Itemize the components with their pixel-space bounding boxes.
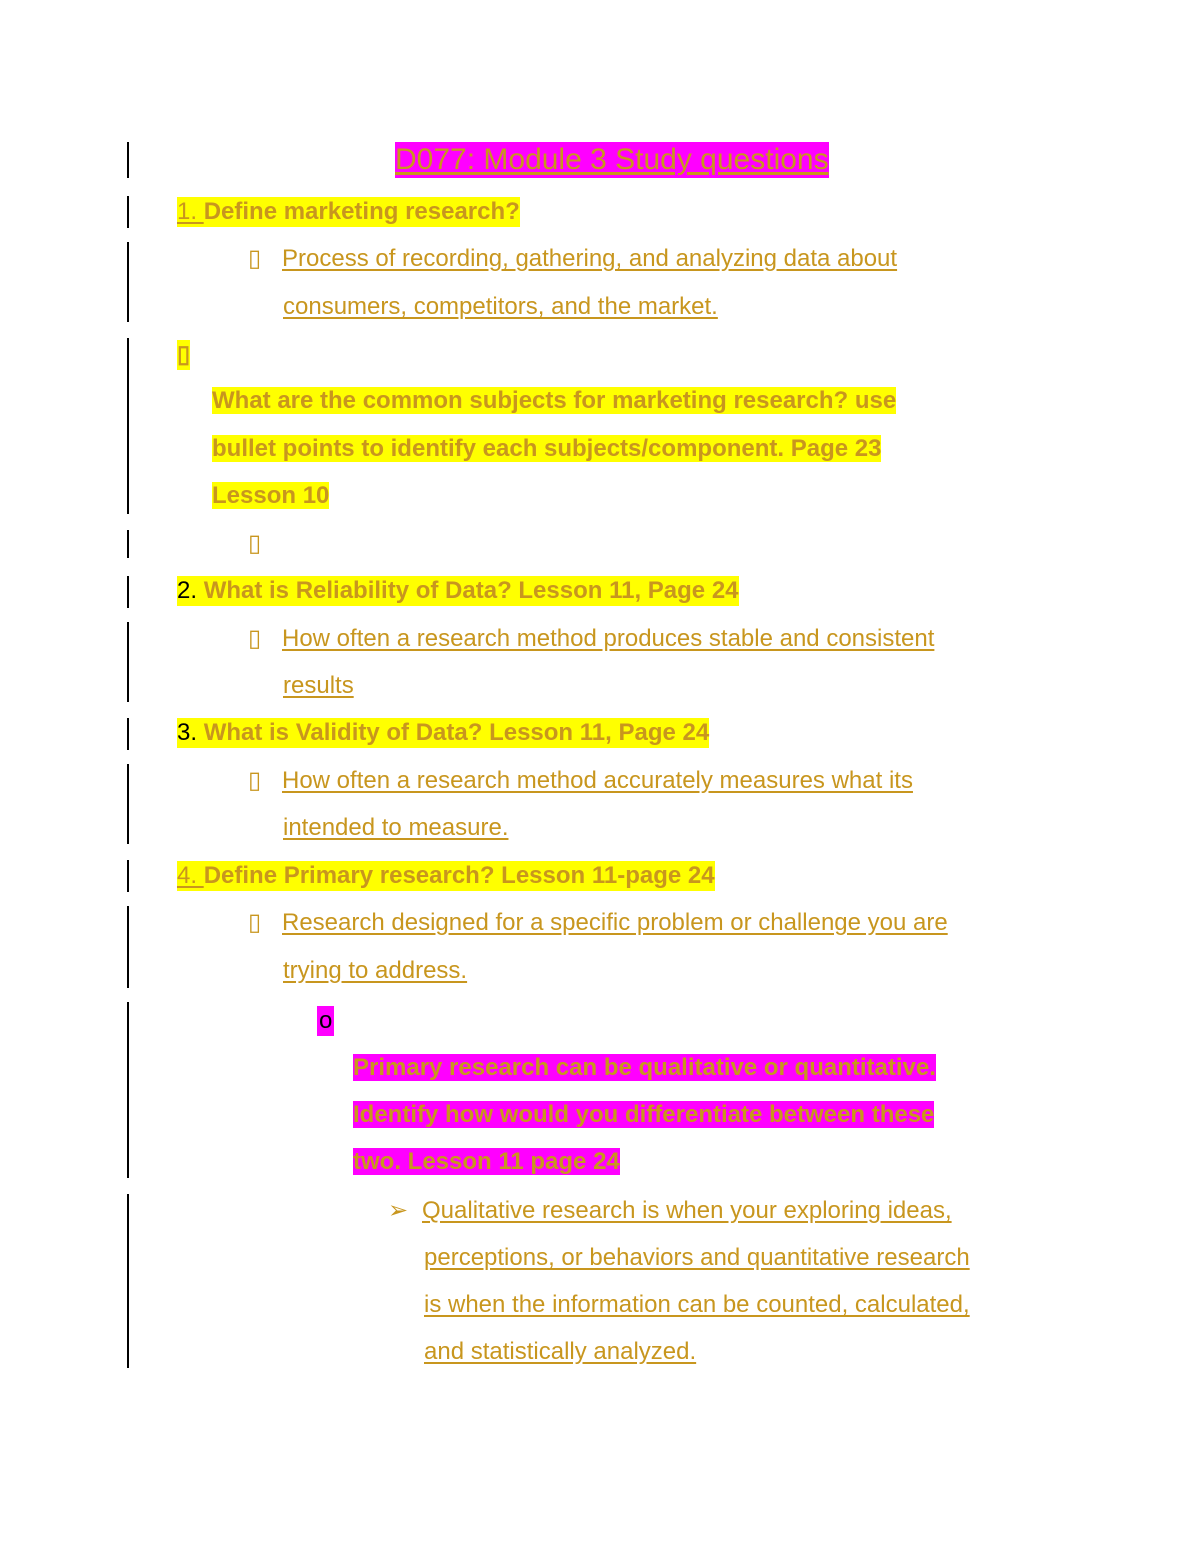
question-text: What is Reliability of Data? Lesson 11, Page 24 [203,577,739,604]
bullet-icon: ▯ [248,625,262,652]
subjects-question-line-2 [212,434,881,464]
answer-text: Process of recording, gathering, and analyzing data about [282,245,898,272]
change-bar [127,1194,129,1368]
answer-1-line-1 [248,244,897,274]
question-2 [177,576,739,606]
change-bar [127,530,129,558]
sub-answer-line-2: perceptions, or behaviors and quantitative research [424,1244,970,1271]
subjects-bullet-icon: ▯ [177,341,191,368]
sub-question-text: Identify how would you differentiate between these [353,1101,935,1128]
question-text: What is Validity of Data? Lesson 11, Page 24 [203,719,710,746]
change-bar [127,196,129,228]
bullet-icon: ▯ [248,767,262,794]
answer-text: How often a research method accurately measures what its [282,767,913,794]
sub-question-line-1 [353,1053,936,1083]
change-bar [127,576,129,608]
sub-question-bullet-icon: o [319,1007,333,1034]
answer-1-line-2: consumers, competitors, and the market. [283,293,718,320]
answer-3-line-2: intended to measure. [283,814,509,841]
subjects-question-text: Lesson 10 [212,482,330,509]
change-bar [127,718,129,750]
subjects-answer-bullet [248,529,282,559]
question-number: 4. [177,862,204,889]
bullet-icon: ▯ [248,909,262,936]
sub-question-text: two. Lesson 11 page 24 [353,1148,620,1175]
sub-question-line-2 [353,1100,934,1130]
sub-answer-line-1 [388,1196,952,1226]
question-number: 1. [177,198,204,225]
sub-answer-line-3: is when the information can be counted, calculated, [424,1291,970,1318]
answer-text: How often a research method produces stable and consistent [282,625,935,652]
subjects-question-line-3 [212,481,329,511]
arrow-bullet-icon: ➢ [388,1197,409,1224]
change-bar [127,906,129,988]
change-bar [127,764,129,844]
question-number: 3. [177,719,198,746]
change-bar [127,1002,129,1178]
sub-question-line-3 [353,1147,620,1177]
change-bar [127,860,129,892]
question-text: Define Primary research? Lesson 11-page 24 [203,862,715,889]
question-4 [177,861,715,891]
change-bar [127,622,129,702]
question-text: Define marketing research? [203,198,520,225]
question-1 [177,197,520,227]
bullet-icon: ▯ [248,245,262,272]
answer-text: Research designed for a specific problem or challenge you are [282,909,948,936]
subjects-question-line-1 [212,386,896,416]
subjects-question-text: What are the common subjects for marketing research? use [212,387,897,414]
question-number: 2. [177,577,198,604]
answer-2-line-2: results [283,672,354,699]
question-3 [177,718,709,748]
answer-2-line-1 [248,624,934,654]
answer-4-line-1 [248,908,948,938]
answer-4-line-2: trying to address. [283,957,468,984]
page-title: D077: Module 3 Study questions [395,143,829,176]
change-bar [127,338,129,514]
answer-text: Qualitative research is when your exploring ideas, [422,1197,952,1224]
sub-answer-line-4: and statistically analyzed. [424,1338,697,1365]
sub-question-text: Primary research can be qualitative or quantitative. [353,1054,936,1081]
answer-3-line-1 [248,766,913,796]
change-bar [127,242,129,322]
change-bar [127,142,129,178]
subjects-question-text: bullet points to identify each subjects/component. Page 23 [212,435,882,462]
bullet-icon: ▯ [248,530,262,557]
